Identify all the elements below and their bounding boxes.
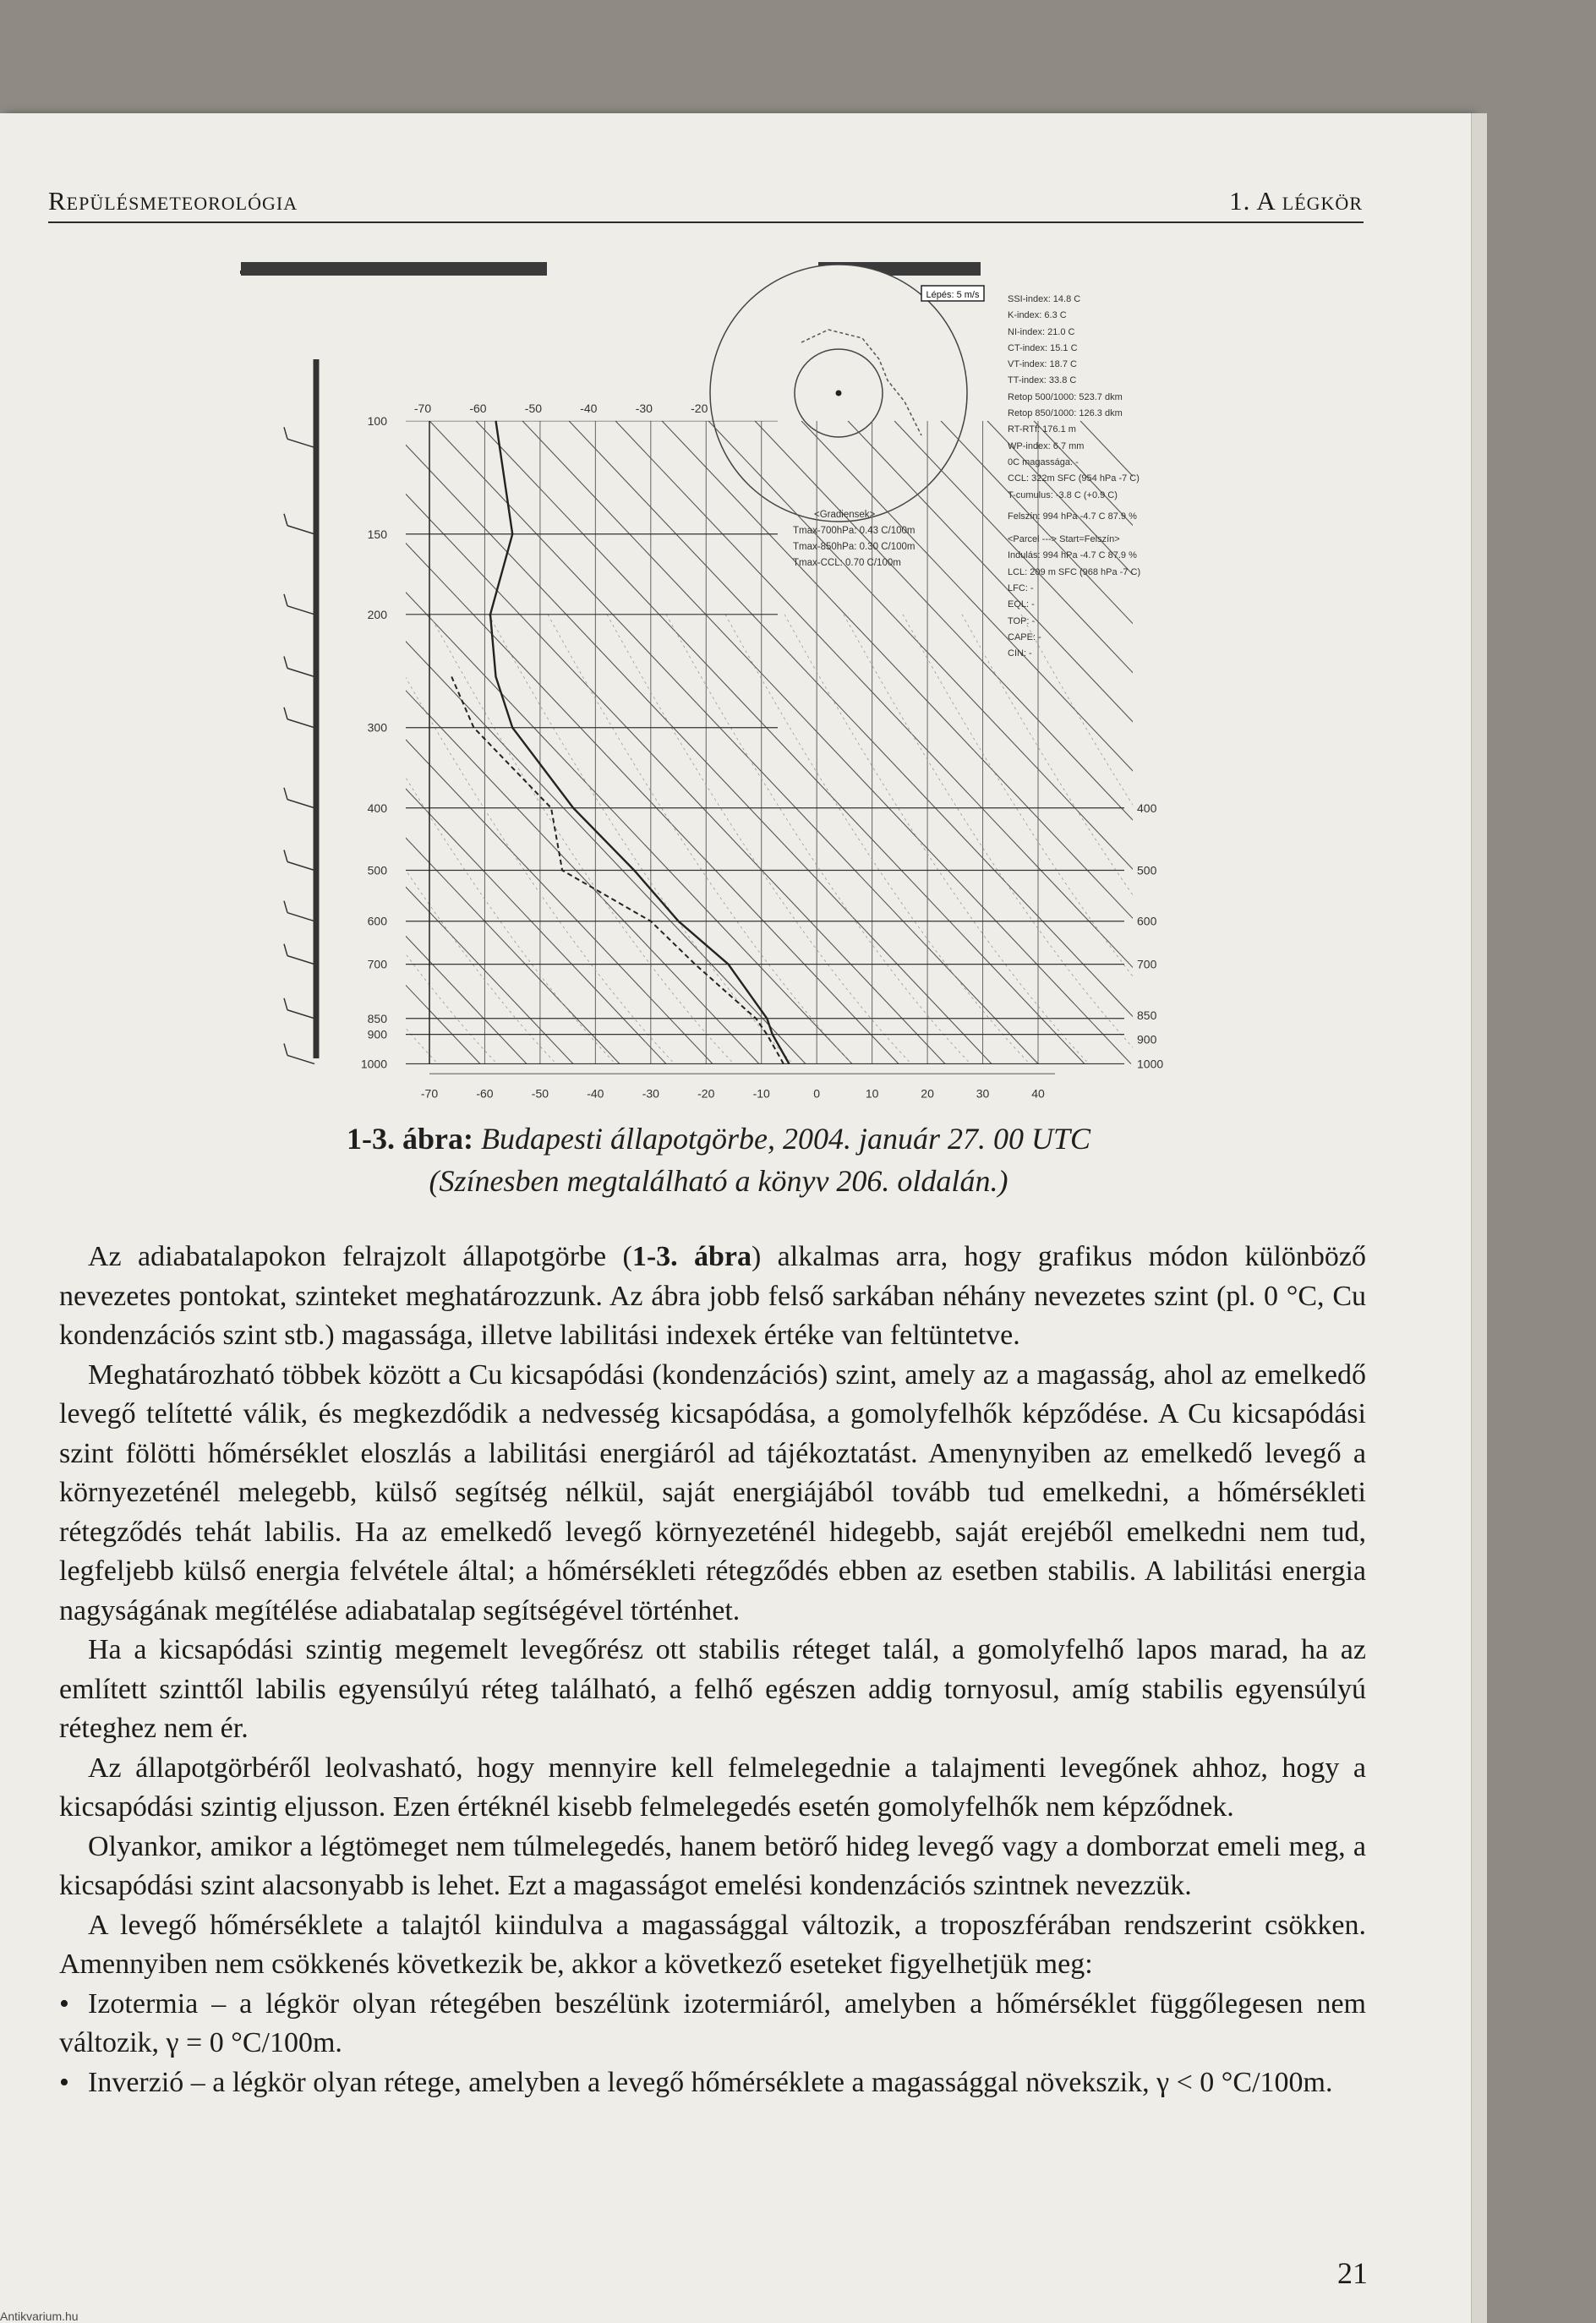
index-line: TOP: - <box>1008 615 1036 626</box>
wind-barb-flag <box>284 901 287 913</box>
moist-adiabat <box>725 615 1030 1064</box>
bullet-text: Inverzió – a légkör olyan rétege, amelyben a levegő hőmérséklete a magassággal növekszik, γ < 0 °C/100m. <box>88 2066 1333 2098</box>
isobar-label-right: 500 <box>1137 863 1157 877</box>
adiabat-line <box>476 421 1085 1064</box>
moist-adiabat <box>429 615 734 1064</box>
index-line: Retop 850/1000: 126.3 dkm <box>1008 408 1123 419</box>
adiabat-line <box>243 421 852 1064</box>
temp-label-top: -40 <box>580 401 598 415</box>
moist-adiabat <box>252 615 556 1064</box>
paragraph-text: ) alkalmas arra, hogy grafikus módon különböző nevezetes pontokat, szinteket meghatározzunk. Az ábra jobb felső sarkában néhány nevezetes szint (pl. 0 °C, Cu kondenzációs szint stb.) magassága, illetve labilitási indexek értéke van feltüntetve. <box>59 1241 1367 1351</box>
isobar-label-left: 100 <box>367 413 387 428</box>
temp-label-bottom: -50 <box>531 1086 549 1099</box>
bullet-text: Izotermia – a légkör olyan rétegében beszélünk izotermiáról, amelyben a hőmérséklet függőlegesen nem változik, γ = 0 °C/100m. <box>59 1987 1366 2058</box>
running-header-title: Repülésmeteorológia <box>48 186 298 216</box>
bullet-item <box>59 2063 1366 2103</box>
chart-header-bar-left <box>241 262 547 276</box>
temp-label-top: -70 <box>413 401 432 415</box>
temp-label-bottom: 10 <box>865 1086 879 1099</box>
isobar-label-left: 500 <box>367 863 387 877</box>
moist-adiabat <box>237 615 379 1064</box>
moist-adiabat <box>844 615 1148 1064</box>
wind-barb-flag <box>284 427 287 439</box>
temp-label-bottom: -30 <box>642 1086 659 1099</box>
header-rule <box>48 221 1364 223</box>
index-line: WP-index: 6.7 mm <box>1008 440 1085 451</box>
temp-label-bottom: 0 <box>813 1086 821 1099</box>
wind-barb <box>287 956 314 965</box>
moist-adiabat <box>784 615 1089 1064</box>
paragraph: Az állapotgörbéről leolvasható, hogy mennyire kell felmelegednie a talajmenti levegőnek ahhoz, hogy a kicsapódási szintig eljusson. Ezen értéknél kisebb felmelegedés esetén gomolyfelhők nem képződnek. <box>59 1752 1366 1823</box>
wind-barb-flag <box>284 594 287 606</box>
wind-barb <box>287 861 314 870</box>
moist-adiabat <box>489 615 793 1064</box>
wind-barb <box>287 526 314 534</box>
index-line: <Parcel ---> Start=Felszín> <box>1008 534 1120 545</box>
body-text <box>59 1238 1366 2102</box>
index-line: LFC: - <box>1008 583 1034 594</box>
temp-label-bottom: -60 <box>476 1086 494 1099</box>
legend-box-label: Lépés: 5 m/s <box>926 290 980 300</box>
isobar-label-left: 300 <box>367 720 387 735</box>
temp-label-top: -60 <box>469 401 487 415</box>
figure-caption-note: (Színesben megtalálható a könyv 206. oldalán.) <box>429 1164 1008 1198</box>
bullet-icon: • <box>59 2066 69 2098</box>
paragraph-text: Az adiabatalapokon felrajzolt állapotgörbe ( <box>88 1241 632 1272</box>
wind-barb-flag <box>284 1043 287 1055</box>
isobar-label-left: 700 <box>367 957 387 971</box>
adiabat-line <box>237 421 666 1064</box>
caption-label: 1-3. ábra: <box>346 1122 473 1156</box>
index-line: Indulás: 994 hPa -4.7 C 87.9 % <box>1008 550 1137 561</box>
index-line: CIN: - <box>1008 648 1032 659</box>
adiabat-line <box>429 421 1038 1064</box>
isobar-label-right: 700 <box>1137 957 1157 971</box>
isobar-label-right: 1000 <box>1137 1057 1164 1071</box>
isobar-label-right: 400 <box>1137 801 1157 815</box>
page-edge <box>1471 113 1487 2323</box>
moist-adiabat <box>903 615 1207 1064</box>
sounding-figure <box>237 262 1209 1099</box>
wind-barb-flag <box>284 788 287 800</box>
temp-label-top: -30 <box>635 401 653 415</box>
index-line: TT-index: 33.8 C <box>1008 375 1077 386</box>
index-line: K-index: 6.3 C <box>1008 310 1067 321</box>
gradient-line: Tmax-850hPa: 0.30 C/100m <box>793 542 916 552</box>
isobar-label-left: 150 <box>367 527 387 541</box>
wind-barb-flag <box>284 998 287 1010</box>
gradient-line: Tmax-CCL: 0.70 C/100m <box>793 558 901 568</box>
adiabat-line <box>237 421 480 1064</box>
caption-desc: Budapesti állapotgörbe, 2004. január 27. 00 UTC <box>480 1122 1090 1156</box>
indices-block <box>1008 292 1140 663</box>
index-line: CT-index: 15.1 C <box>1008 342 1078 353</box>
temp-label-bottom: 30 <box>976 1086 990 1099</box>
index-line: Retop 500/1000: 523.7 dkm <box>1008 391 1123 402</box>
hodograph-center <box>836 391 842 396</box>
temp-label-bottom: 40 <box>1031 1086 1045 1099</box>
index-line: T-cumulus: -3.8 C (+0.9 C) <box>1008 489 1118 500</box>
index-line: RT-RTf: 176.1 m <box>1008 424 1076 435</box>
wind-barb <box>287 669 314 677</box>
index-line: 0C magassága: - <box>1008 456 1079 467</box>
wind-barb-flag <box>284 850 287 861</box>
wind-barb <box>287 800 314 808</box>
moist-adiabat <box>1021 615 1209 1064</box>
isobar-label-left: 850 <box>367 1011 387 1025</box>
wind-barb-flag <box>284 708 287 719</box>
isobar-label-right: 850 <box>1137 1008 1157 1022</box>
wind-barb-flag <box>284 514 287 526</box>
wind-barb <box>287 719 314 728</box>
moist-adiabat <box>237 615 497 1064</box>
bullet-item <box>59 1985 1366 2063</box>
moist-adiabat <box>666 615 970 1064</box>
isobar-label-left: 900 <box>367 1027 387 1041</box>
paragraph: Ha a kicsapódási szintig megemelt levegőrész ott stabilis réteget talál, a gomolyfelhő lapos marad, ha az említett szinttől labilis egyensúlyú réteg található, a felhő egészen addig tornyosul, amíg stabilis egyensúlyú réteghez nem ér. <box>59 1634 1366 1744</box>
isobar-label-right: 600 <box>1137 914 1157 928</box>
index-line: SSI-index: 14.8 C <box>1008 294 1081 304</box>
isobar-label-left: 200 <box>367 607 387 621</box>
temp-label-bottom: -10 <box>752 1086 770 1099</box>
moist-adiabat <box>237 615 438 1064</box>
paragraph: Meghatározható többek között a Cu kicsapódási (kondenzációs) szint, amely az a magasság, ahol az emelkedő levegő telítetté válik, és megkezdődik a nedvesség kicsapódása, a gomolyfelhők képződése. A Cu kicsapódási szint fölötti hőmérséklet eloszlás a labilitási energiáról ad tájékoztatást. Amenynyiben az emelkedő levegő a környezeténél melegebb, külső segítség nélkül, saját energiájából tovább tud emelkedni, a hőmérsékleti rétegződés tehát labilis. Ha az emelkedő levegő környezeténél hidegebb, saját erejéből emelkedni nem tud, legfeljebb külső energia felvétele által; a hőmérsékleti rétegződés ebben az esetben stabilis. A labilitási energia nagyságának megítélése adiabatalap segítségével történhet. <box>59 1358 1366 1626</box>
gradients-block <box>793 507 915 571</box>
running-header-chapter: 1. A légkör <box>1229 186 1363 216</box>
index-line: Felszín: 994 hPa -4.7 C 87.9 % <box>1008 511 1137 522</box>
paragraph: A levegő hőmérséklete a talajtól kiindulva a magassággal változik, a troposzférában rendszerint csökken. Amennyiben nem csökkenés következik be, akkor a következő eseteket figyelhetjük meg: <box>59 1909 1366 1980</box>
isobar-label-right: 900 <box>1137 1032 1157 1047</box>
figure-caption <box>0 1121 1517 1156</box>
index-line: VT-index: 18.7 C <box>1008 359 1077 370</box>
temp-label-bottom: 20 <box>921 1086 934 1099</box>
bullet-icon: • <box>59 1987 69 2020</box>
isobar-label-left: 400 <box>367 801 387 815</box>
wind-barb-flag <box>284 944 287 956</box>
index-line: CCL: 322m SFC (954 hPa -7 C) <box>1008 473 1140 484</box>
series-lines <box>451 421 789 1064</box>
index-line: CAPE: - <box>1008 631 1041 642</box>
isobar-label-left: 1000 <box>360 1057 387 1071</box>
wind-barb <box>287 1010 314 1019</box>
temperature-curve <box>490 421 790 1064</box>
figure-ref: 1-3. ábra <box>631 1241 752 1272</box>
temp-label-bottom: -70 <box>420 1086 439 1099</box>
index-line: LCL: 209 m SFC (968 hPa -7 C) <box>1008 566 1141 577</box>
paragraph: Olyankor, amikor a légtömeget nem túlmelegedés, hanem betörő hideg levegő vagy a domborzat emeli meg, a kicsapódási szint alacsonyabb is lehet. Ezt a magasságot emelési kondenzációs szintnek nevezzük. <box>59 1830 1366 1901</box>
wind-barb <box>287 606 314 615</box>
wind-barb <box>287 439 314 447</box>
gradient-line: Tmax-700hPa: 0.43 C/100m <box>793 526 916 536</box>
moist-adiabat <box>607 615 911 1064</box>
wind-barb <box>287 913 314 921</box>
index-line: EQL: - <box>1008 599 1035 610</box>
temp-label-bottom: -20 <box>697 1086 715 1099</box>
gradients-heading: <Gradiensek> <box>814 510 876 520</box>
wind-barb <box>287 1055 314 1063</box>
watermark: Antikvarium.hu <box>0 2309 79 2323</box>
temp-label-top: -20 <box>691 401 708 415</box>
moist-adiabat <box>962 615 1209 1064</box>
index-line: NI-index: 21.0 C <box>1008 326 1075 337</box>
temp-label-bottom: -40 <box>587 1086 604 1099</box>
temp-label-top: -50 <box>524 401 543 415</box>
wind-barbs <box>284 427 314 1063</box>
wind-barb-flag <box>284 657 287 669</box>
isobar-label-left: 600 <box>367 914 387 928</box>
page-number: 21 <box>1337 2256 1368 2290</box>
paragraph <box>59 1238 1366 1356</box>
